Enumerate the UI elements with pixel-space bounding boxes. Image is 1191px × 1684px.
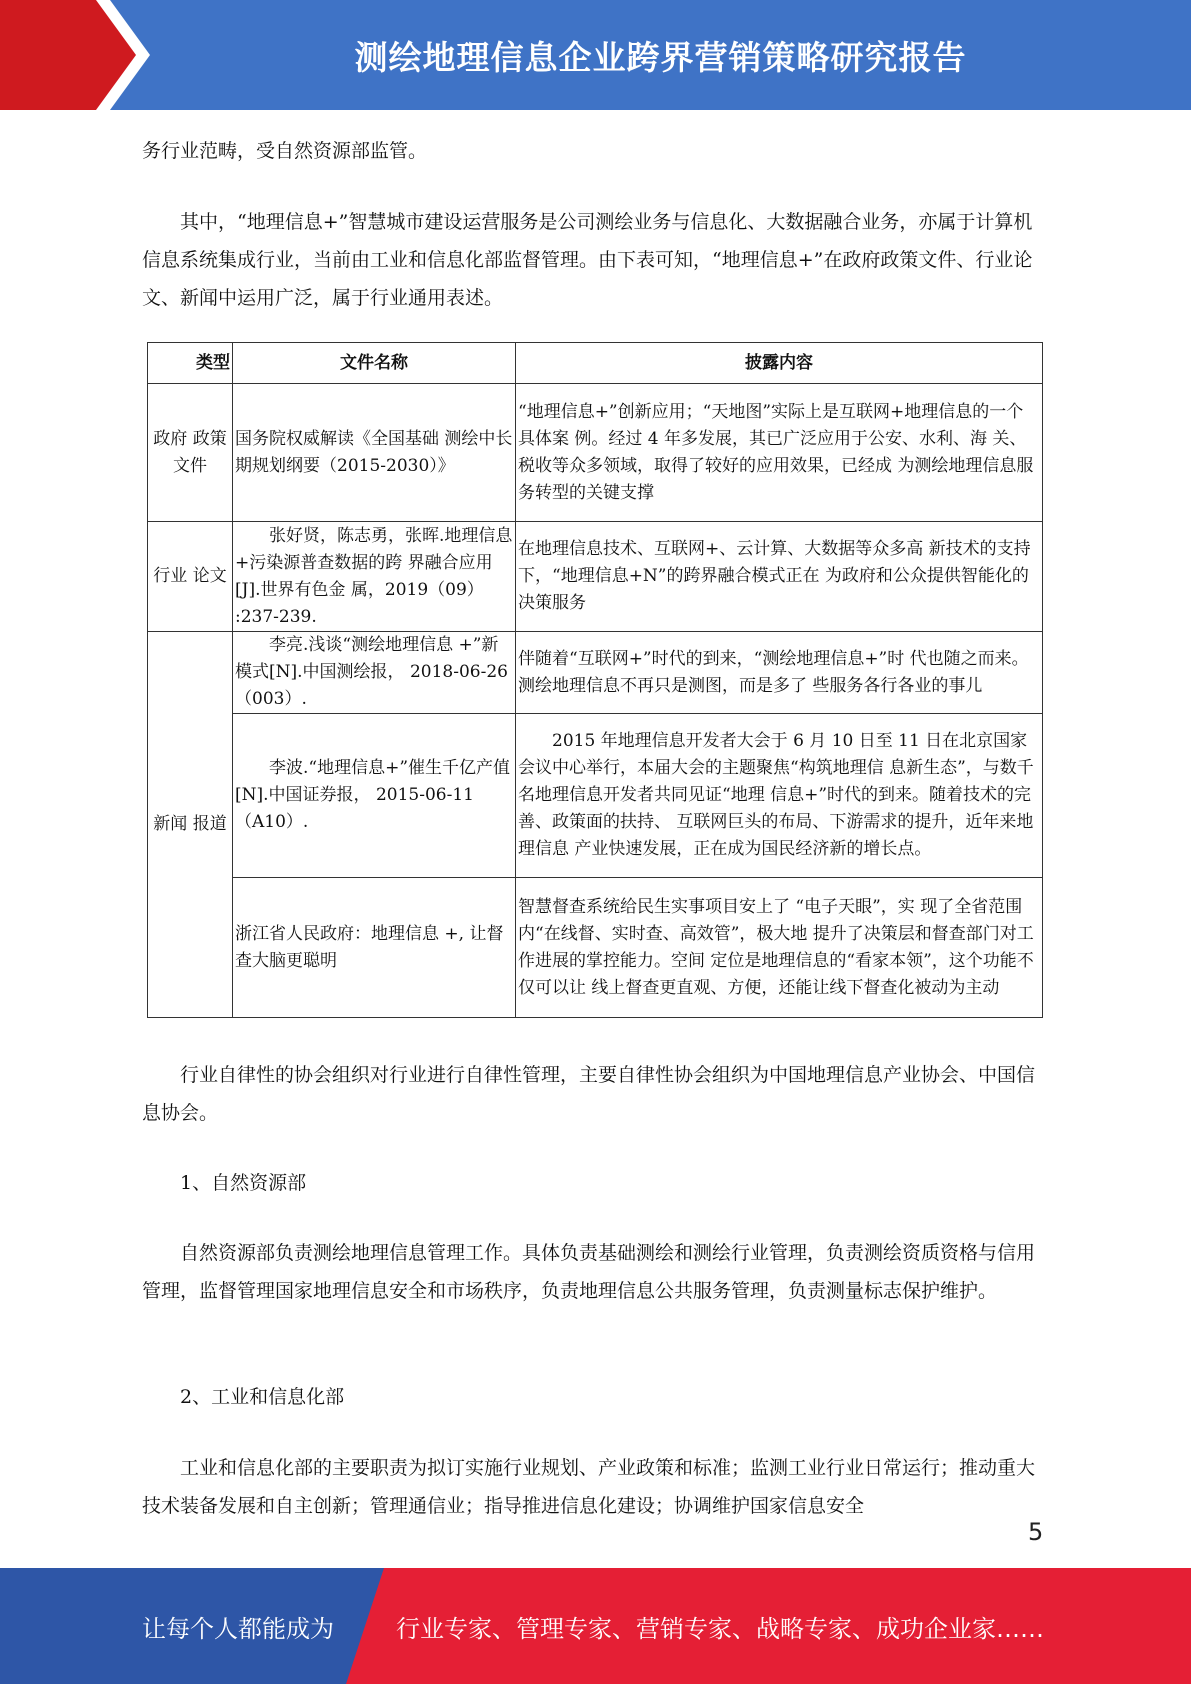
section-heading-natural-resources: 1、自然资源部 — [180, 1172, 307, 1194]
header-content: 披露内容 — [516, 343, 1043, 384]
paragraph-associations: 行业自律性的协会组织对行业进行自律性管理，主要自律性协会组织为中国地理信息产业协会、中国信息协会。 — [142, 1064, 1036, 1124]
cell-doc: 浙江省人民政府：地理信息 +, 让督查大脑更聪明 — [233, 878, 516, 1018]
cell-doc: 李亮.浅谈“测绘地理信息 +”新模式[N].中国测绘报， 2018-06-26 （003）. — [233, 632, 516, 714]
page-title: 测绘地理信息企业跨界营销策略研究报告 — [354, 37, 967, 77]
cell-content: 在地理信息技术、互联网+、云计算、大数据等众多高 新技术的支持下，“地理信息+N”的跨界融合模式正在 为政府和公众提供智能化的决策服务 — [516, 522, 1043, 632]
page-footer — [0, 1568, 1191, 1684]
cell-type: 行业 论文 — [148, 522, 233, 632]
header-type: 类型 — [148, 343, 233, 384]
paragraph-natural-resources: 自然资源部负责测绘地理信息管理工作。具体负责基础测绘和测绘行业管理，负责测绘资质资格与信用管理，监督管理国家地理信息安全和市场秩序，负责地理信息公共服务管理，负责测量标志保护维护。 — [142, 1242, 1036, 1302]
cell-content: 2015 年地理信息开发者大会于 6 月 10 日至 11 日在北京国家会议中心举行，本届大会的主题聚焦“构筑地理信 息新生态”，与数千名地理信息开发者共同见证“地理 信息+”时代的到来。随着技术的完善、政策面的扶持、 互联网巨头的布局、下游需求的提升，近年来地理信息 产业快速发展，正在成为国民经济新的增长点。 — [516, 714, 1043, 878]
cell-content: “地理信息+”创新应用；“天地图”实际上是互联网+地理信息的一个具体案 例。经过 4 年多发展，其已广泛应用于公安、水利、海 关、税收等众多领域，取得了较好的应用效果，已经成 为测绘地理信息服务转型的关键支撑 — [516, 384, 1043, 522]
table-row — [148, 384, 1043, 522]
cell-doc: 张好贤，陈志勇，张晖.地理信息+污染源普查数据的跨 界融合应用[J].世界有色金 属，2019（09） :237-239. — [233, 522, 516, 632]
paragraph-miit: 工业和信息化部的主要职责为拟订实施行业规划、产业政策和标准；监测工业行业日常运行；推动重大技术装备发展和自主创新；管理通信业；指导推进信息化建设；协调维护国家信息安全 — [142, 1457, 1036, 1517]
footer-slogan-left: 让每个人都能成为 — [142, 1614, 334, 1643]
table-row — [148, 714, 1043, 878]
table-header-row — [148, 343, 1043, 384]
paragraph-intro: 务行业范畴，受自然资源部监管。 — [142, 140, 428, 162]
page-header — [0, 0, 1191, 110]
cell-content: 伴随着“互联网+”时代的到来，“测绘地理信息+”时 代也随之而来。测绘地理信息不再只是测图，而是多了 些服务各行各业的事儿 — [516, 632, 1043, 714]
table-row — [148, 632, 1043, 714]
cell-doc: 国务院权威解读《全国基础 测绘中长期规划纲要（2015-2030）》 — [233, 384, 516, 522]
cell-type: 政府 政策 文件 — [148, 384, 233, 522]
header-doc-name: 文件名称 — [233, 343, 516, 384]
footer-slogan-right: 行业专家、管理专家、营销专家、战略专家、成功企业家…… — [396, 1614, 1044, 1643]
table-row — [148, 522, 1043, 632]
section-heading-miit: 2、工业和信息化部 — [180, 1386, 345, 1408]
cell-doc: 李波.“地理信息+”催生千亿产值[N].中国证券报， 2015-06-11（A10）. — [233, 714, 516, 878]
table-row — [148, 878, 1043, 1018]
paragraph-geo-info: 其中，“地理信息+”智慧城市建设运营服务是公司测绘业务与信息化、大数据融合业务，亦属于计算机信息系统集成行业，当前由工业和信息化部监督管理。由下表可知，“地理信息+”在政府政策文件、行业论文、新闻中运用广泛，属于行业通用表述。 — [142, 211, 1033, 309]
disclosure-table — [147, 342, 1043, 1018]
cell-type: 新闻 报道 — [148, 632, 233, 1018]
page-number: 5 — [1028, 1518, 1044, 1546]
cell-content: 智慧督查系统给民生实事项目安上了 “电子天眼”，实 现了全省范围内“在线督、实时查、高效管”，极大地 提升了决策层和督查部门对工作进展的掌控能力。空间 定位是地理信息的“看家本领”，这个功能不仅可以让 线上督查更直观、方便，还能让线下督查化被动为主动 — [516, 878, 1043, 1018]
